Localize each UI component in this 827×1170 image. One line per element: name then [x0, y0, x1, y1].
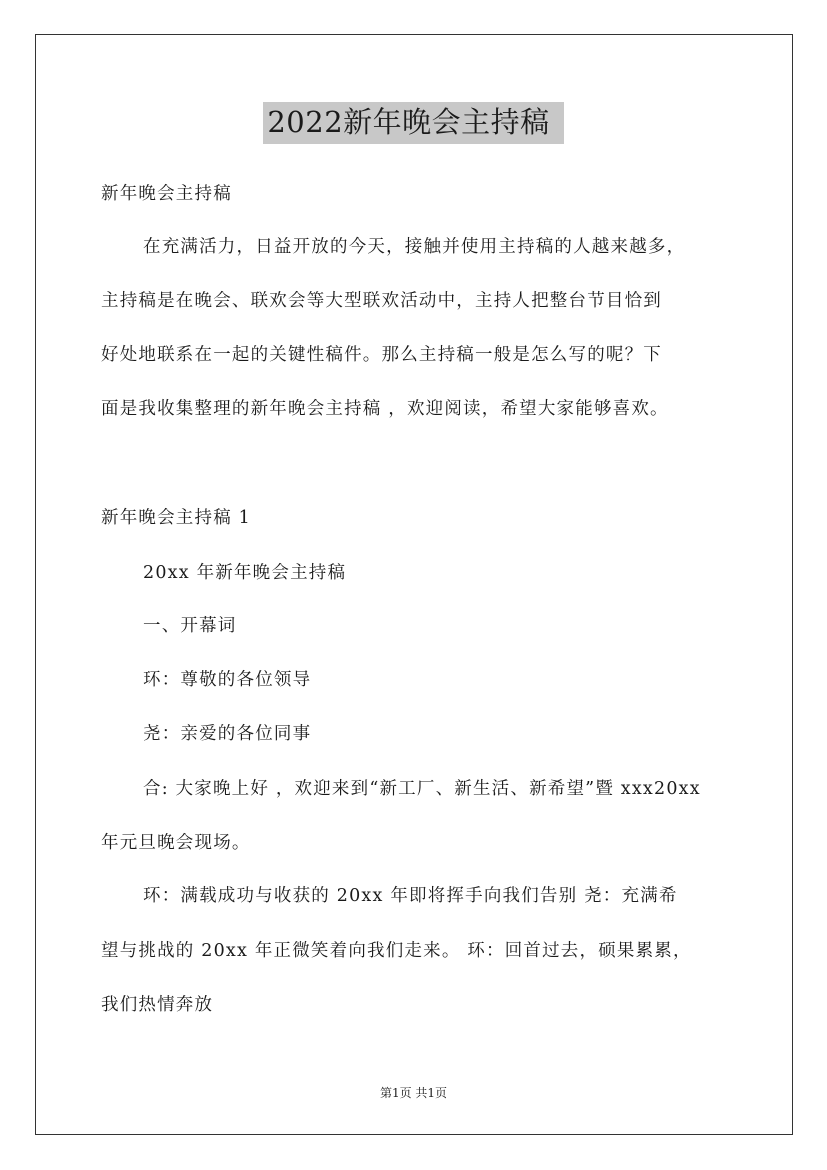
paragraph-line: 主持稿是在晚会、联欢会等大型联欢活动中，主持人把整台节目恰到	[101, 291, 662, 311]
document-title: 2022新年晚会主持稿	[263, 102, 563, 144]
paragraph-line: 尧：亲爱的各位同事	[143, 724, 312, 744]
page-number: 第1页 共1页	[379, 1086, 448, 1100]
paragraph-line: 环：尊敬的各位领导	[143, 670, 312, 690]
paragraph-line: 环：满载成功与收获的 20xx 年即将挥手向我们告别 尧：充满希	[143, 886, 678, 906]
paragraph-line: 20xx 年新年晚会主持稿	[143, 563, 347, 583]
paragraph-line: 望与挑战的 20xx 年正微笑着向我们走来。 环：回首过去，硕果累累，	[101, 941, 692, 961]
paragraph-line: 面是我收集整理的新年晚会主持稿 ，欢迎阅读，希望大家能够喜欢。	[101, 399, 669, 419]
section-heading: 新年晚会主持稿 1	[101, 508, 251, 528]
paragraph-line: 年元旦晚会现场。	[101, 833, 251, 853]
section-heading: 新年晚会主持稿	[101, 184, 232, 204]
paragraph-line: 合: 大家晚上好 ，欢迎来到“新工厂、新生活、新希望”暨 xxx20xx	[143, 779, 701, 799]
paragraph-line: 在充满活力，日益开放的今天，接触并使用主持稿的人越来越多，	[143, 237, 686, 257]
paragraph-line: 我们热情奔放	[101, 995, 214, 1015]
title-container	[0, 102, 827, 144]
paragraph-line: 一、开幕词	[143, 616, 237, 636]
paragraph-line: 好处地联系在一起的关键性稿件。那么主持稿一般是怎么写的呢？下	[101, 345, 662, 365]
